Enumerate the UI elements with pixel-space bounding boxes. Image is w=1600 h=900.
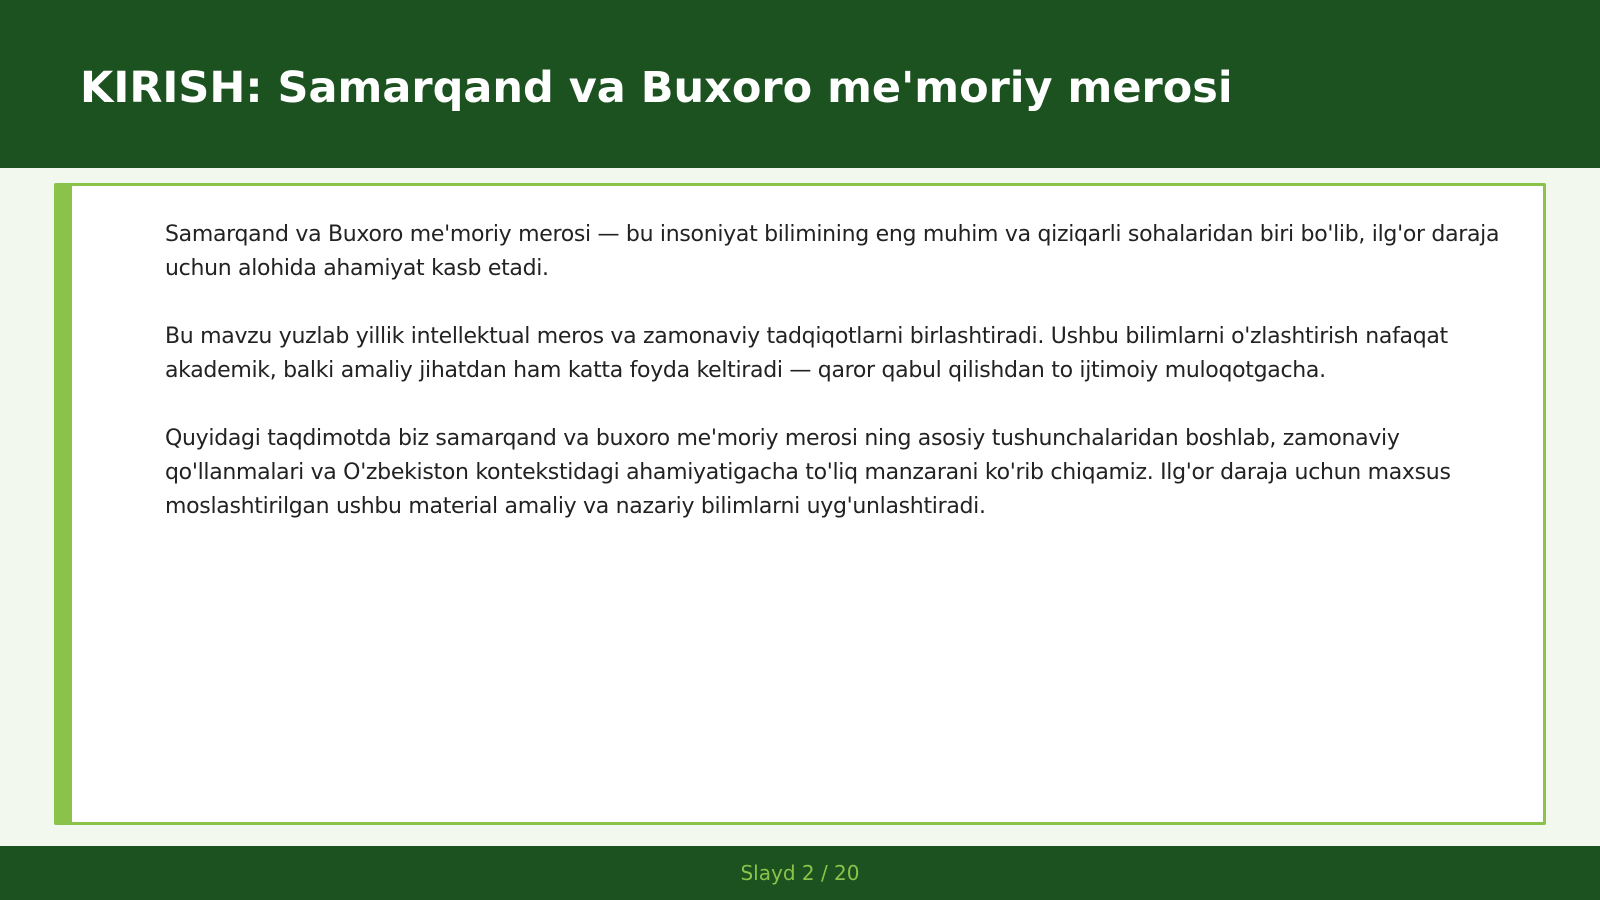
content-body (165, 218, 1545, 558)
content-paragraph-heritage: Bu mavzu yuzlab yillik intellektual meros va zamonaviy tadqiqotlarni birlashtiradi. Ushbu bilimlarni o'zlashtirish nafaqat akademik, balki amaliy jihatdan ham katta foyda keltiradi — qaror qabul qilishdan to ijtimoiy muloqotgacha. (165, 324, 1448, 383)
slide-header (0, 0, 1600, 168)
content-paragraph-overview: Quyidagi taqdimotda biz samarqand va buxoro me'moriy merosi ning asosiy tushunchalaridan boshlab, zamonaviy qo'llanmalari va O'zbekiston kontekstidagi ahamiyatigacha to'liq manzarani ko'rib chiqamiz. Ilg'or daraja uchun maxsus moslashtirilgan ushbu material amaliy va nazariy bilimlarni uyg'unlashtiradi. (165, 426, 1451, 519)
slide-number: Slayd 2 / 20 (740, 861, 860, 885)
content-card (54, 183, 1546, 825)
content-paragraph-intro: Samarqand va Buxoro me'moriy merosi — bu insoniyat bilimining eng muhim va qiziqarli sohalaridan biri bo'lib, ilg'or daraja uchun alohida ahamiyat kasb etadi. (165, 222, 1500, 281)
slide-footer (0, 846, 1600, 900)
slide-title: KIRISH: Samarqand va Buxoro me'moriy merosi (80, 63, 1233, 113)
